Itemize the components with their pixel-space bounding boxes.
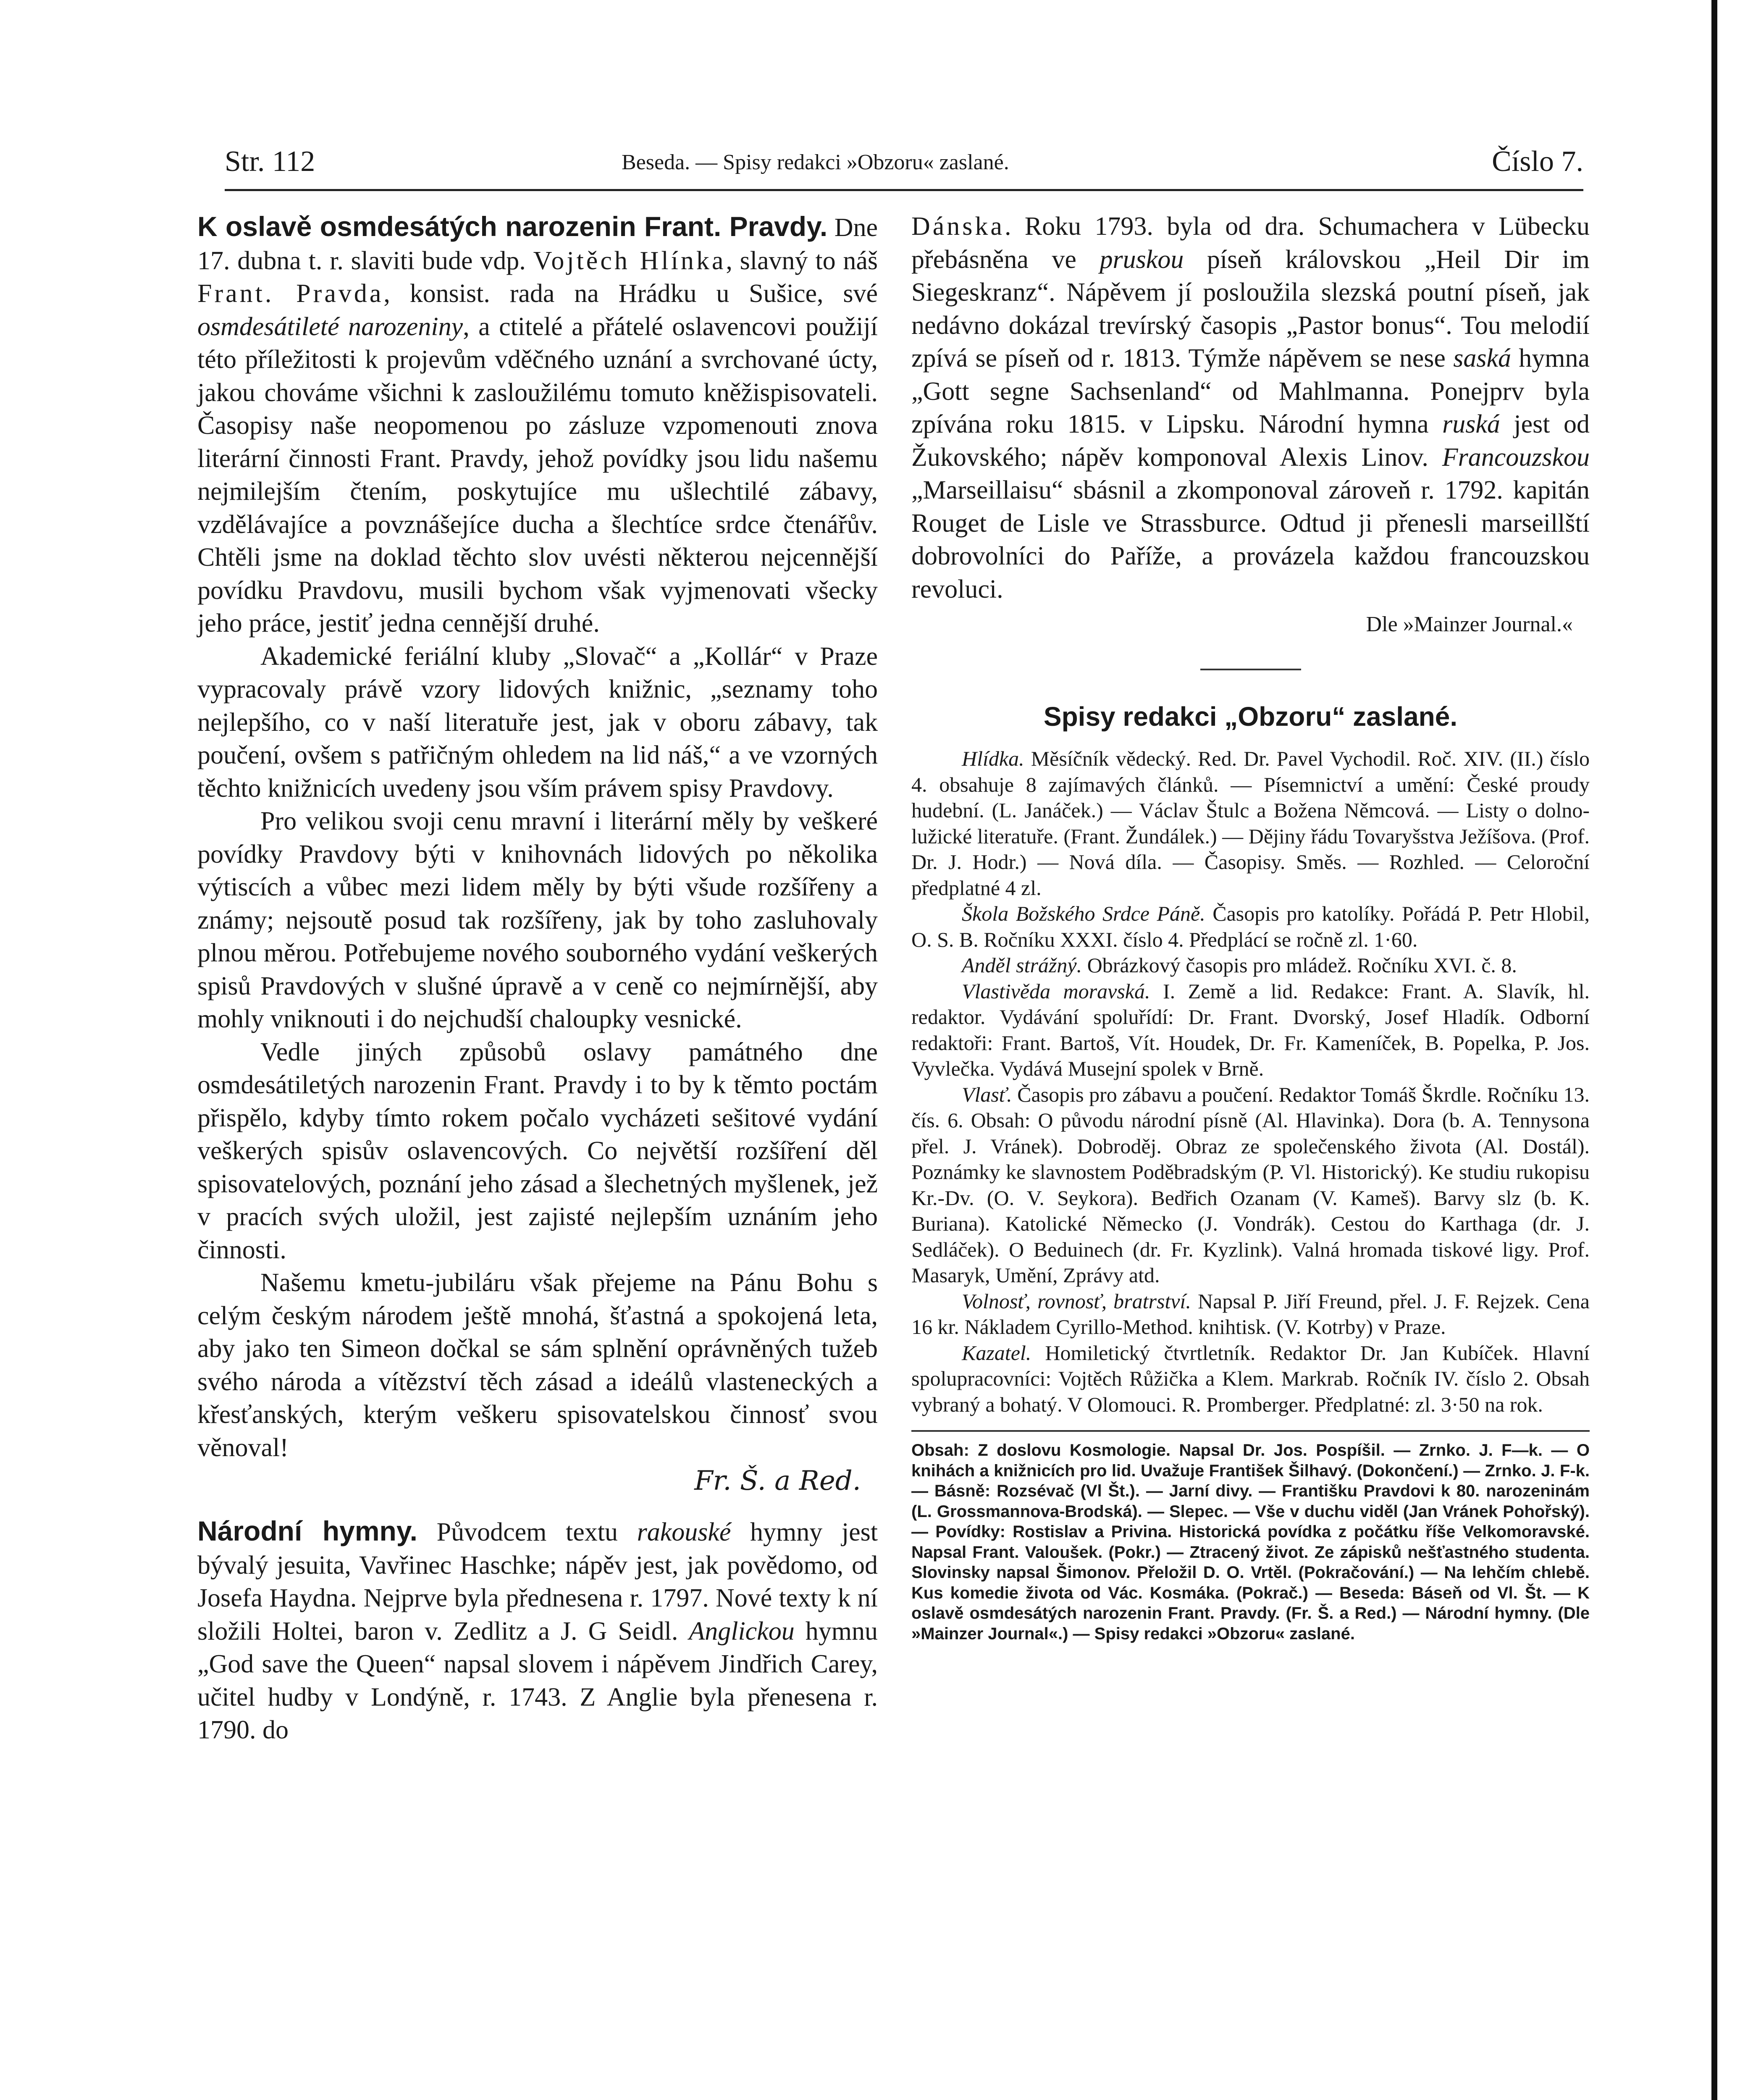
running-header	[225, 136, 1583, 183]
article-pravda-p4: Vedle jiných způsobů oslavy památného dne osmdesátiletých narozenin Frant. Pravdy i to by k těmto poctám přispělo, kdyby tímto rokem počalo vycházeti sešitové vydání veškerých spisův oslavencových. Co největší rozšíření děl spisovatelových, poznání jeho zásad a šlechetných myšlenek, jež v pracích svých uložil, jest zajisté nejlepším uznáním jeho činnosti.	[197, 1037, 878, 1264]
left-column	[197, 210, 878, 1747]
article-hymny-p2: Dánska. Roku 1793. byla od dra. Schumachera v Lübecku přebásněna ve pruskou píseň královskou „Heil Dir im Siegeskranz“. Nápěvem jí posloužila slezská poutní píseň, jak nedávno dokázal trevírský časopis „Pastor bonus“. Tou melodií zpívá se píseň od r. 1813. Týmže nápěvem se nese saská hymna „Gott segne Sachsenland“ od Mahlmanna. Ponejprv byla zpívána roku 1815. v Lipsku. Národní hymna ruská jest od Žukovského; nápěv komponoval Alexis Linov. Francouzskou „Marseillaisu“ sbásnil a zkomponoval zároveň r. 1792. kapitán Rouget de Lisle ve Strassburce. Odtud ji přenesli marseillští dobrovolníci do Paříže, a provázela každou francouzskou revoluci.	[911, 212, 1590, 604]
review-item: Vlasť. Časopis pro zábavu a poučení. Redaktor Tomáš Škrdle. Ročníku 13. čís. 6. Obsah: O původu národní písně (Al. Hlavinka). Dora (b. A. Tennysona přel. J. Vránek). Dobroděj. Obraz ze společenského života (Al. Dostál). Poznámky ke slavnostem Poděbradským (P. Vl. Historický). Ke studiu rukopisu Kr.-Dv. (O. V. Seykora). Bedřich Ozanam (V. Kameš). Barvy slz (b. K. Buriana). Katolické Německo (J. Vondrák). Cestou do Karthaga (dr. J. Sedláček). O Beduinech (dr. Fr. Kyzlink). Valná hromada tiskové ligy. Prof. Masaryk, Umění, Zprávy atd.	[911, 1082, 1590, 1287]
contents-rule	[911, 1430, 1590, 1432]
review-list	[911, 746, 1590, 1418]
hymny-continued: hymnu „God save the Queen“ napsal slovem i nápěvem Jindřich Carey, učitel hudby v Londýně, r. 1743. Z Anglie byla přenesena r. 1790. do	[197, 1617, 878, 1744]
person-name: Frant. Pravda	[197, 279, 384, 308]
review-item: Škola Božského Srdce Páně. Časopis pro katolíky. Pořádá P. Petr Hlobil, O. S. B. Ročníku XXXI. číslo 4. Předplácí se ročně zl. 1·60.	[911, 902, 1590, 951]
contents-label: Obsah:	[911, 1441, 969, 1460]
review-item: Kazatel. Homiletický čtvrtletník. Redaktor Dr. Jan Kubíček. Hlavní spolupracovníci: Vojtěch Růžička a Klem. Markrab. Ročník IV. číslo 2. Obsah vybraný a bohatý. V Olomouci. R. Promberger. Předplatné: zl. 3·50 na rok.	[911, 1341, 1590, 1416]
section-divider	[1200, 669, 1301, 670]
running-title: Beseda. — Spisy redakci »Obzoru« zaslané.	[622, 150, 1009, 174]
article-pravda-p1: K oslavě osmdesátých narozenin Frant. Pravdy. Dne 17. dubna t. r. slaviti bude vdp. Vojtěch Hlínka, slavný to náš Frant. Pravda, konsist. rada na Hrádku u Sušice, své osmdesátileté narozeniny, a ctitelé a přátelé oslavencovi použijí této příležitosti k projevům vděčného uznání a svrchované úcty, jakou chováme všichni k zasloužilému tomuto kněžispisovateli. Časopisy naše neopomenou po zásluze vzpomenouti znova literární činnosti Frant. Pravdy, jehož povídky jsou lidu našemu nejmilejším čtením, poskytujíce mu ušlechtilé zábavy, vzdělávajíce a povznášejíce ducha a šlechtíce srdce čtenářův. Chtěli jsme na doklad těchto slov uvésti některou nejcennější povídku Pravdovu, musili bychom však vyjmenovati všecky jeho práce, jestiť jedna cennější druhé.	[197, 211, 878, 638]
article-pravda-p3: Pro velikou svoji cenu mravní i literární měly by veškeré povídky Pravdovy býti v knihovnách lidových po několika výtiscích a vůbec mezi lidem měly by býti všude rozšířeny a známy; nejsoutě posud tak rozšířeny, jak by toho zasluhovaly plnou měrou. Potřebujeme nového souborného vydání veškerých spisů Pravdových v slušné úpravě a v ceně co nejmírnější, aby mohly vniknouti i do nejchudší chaloupky vesnické.	[197, 807, 878, 1033]
article-hymny-p1: Národní hymny. Původcem textu rakouské hymny jest bývalý jesuita, Vavřinec Haschke; nápěv jest, jak povědomo, od Josefa Haydna. Nejprve byla přednesena r. 1797. Nové texty k ní složili Holtei, baron v. Zedlitz a J. G Seidl. Anglickou hymnu „God save the Queen“ napsal slovem i nápěvem Jindřich Carey, učitel hudby v Londýně, r. 1743. Z Anglie byla přenesena r. 1790. do	[197, 1515, 878, 1744]
review-item: Volnosť, rovnosť, bratrství. Napsal P. Jiří Freund, přel. J. F. Rejzek. Cena 16 kr. Nákladem Cyrillo-Method. knihtisk. (V. Kotrby) v Praze.	[911, 1289, 1590, 1339]
article-source: Dle »Mainzer Journal.«	[1366, 612, 1573, 636]
article-title: K oslavě osmdesátých narozenin Frant. Pravdy.	[197, 211, 828, 242]
header-rule	[225, 189, 1583, 191]
review-item: Vlastivěda moravská. I. Země a lid. Redakce: Frant. A. Slavík, hl. redaktor. Vydávání spoluřídí: Dr. Frant. Dvorský, Josef Hladík. Odborní redaktoři: Frant. Bartoš, Vít. Houdek, Dr. Fr. Kameníček, B. Popelka, P. Jos. Vyvlečka. Vydává Musejní spolek v Brně.	[911, 979, 1590, 1080]
page-number: Str. 112	[225, 145, 315, 178]
page-edge	[1711, 0, 1717, 2100]
review-item: Anděl strážný. Obrázkový časopis pro mládež. Ročníku XVI. č. 8.	[962, 953, 1517, 977]
review-item: Hlídka. Měsíčník vědecký. Red. Dr. Pavel Vychodil. Roč. XIV. (II.) číslo 4. obsahuje 8 zajímavých článků. — Písemnictví a umění: České proudy hudební. (L. Janáček.) — Václav Štulc a Božena Němcová. — Listy o dolno-lužické literatuře. (Frant. Žundálek.) — Dějiny řádu Tovaryšstva Ježíšova. (Prof. Dr. J. Hodr.) — Nová díla. — Časopisy. Směs. — Rozhled. — Celoroční předplatné 4 zl.	[911, 747, 1590, 900]
article-signature: Fr. Š. a Red.	[694, 1465, 861, 1496]
section-heading: Spisy redakci „Obzoru“ zaslané.	[1043, 701, 1458, 732]
right-column	[911, 210, 1590, 1644]
article-title: Národní hymny.	[197, 1515, 417, 1546]
issue-number: Číslo 7.	[1492, 145, 1583, 178]
article-pravda-p5: Našemu kmetu-jubiláru však přejeme na Pánu Bohu s celým českým národem ještě mnohá, šťastná a spokojená leta, aby jako ten Simeon dočkal se sám splnění oprávněných tužeb svého národa a vítězství těch zásad a ideálů vlasteneckých a křesťanských, kterým veškeru spisovatelskou činnosť svou věnoval!	[197, 1268, 878, 1462]
table-of-contents: Obsah: Z doslovu Kosmologie. Napsal Dr. Jos. Pospíšil. — Zrnko. J. F—k. — O knihách a knižnicích pro lid. Uvažuje František Šilhavý. (Dokončení.) — Zrnko. J. F-k. — Básně: Rozsévač (Vl Št.). — Jarní divy. — Františku Pravdovi k 80. narozeninám (L. Grossmannova-Brodská). — Slepec. — Vše v duchu viděl (Jan Vránek Pohořský). — Povídky: Rostislav a Privina. Historická povídka z počátku říše Velkomoravské. Napsal Frant. Valoušek. (Pokr.) — Ztracený život. Ze zápisků nešťastného studenta. Slovinsky napsal Šimonov. Přeložil D. O. Vrtěl. (Pokračování.) — Na lehčím chlebě. Kus komedie života od Vác. Kosmáka. (Pokrač.) — Beseda: Báseň od Vl. Št. — K oslavě osmdesátých narozenin Frant. Pravdy. (Fr. Š. a Red.) — Národní hymny. (Dle »Mainzer Journal«.) — Spisy redakci »Obzoru« zaslané.	[911, 1441, 1590, 1643]
person-name: Vojtěch Hlínka	[533, 246, 726, 275]
article-pravda-p2: Akademické feriální kluby „Slovač“ a „Kollár“ v Praze vypracovaly právě vzory lidových knižnic, „seznamy toho nejlepšího, co v naší literatuře jest, jak v oboru zábavy, tak poučení, ovšem s patřičným ohledem na lid náš,“ a ve vzorných těchto knižnicích uvedeny jsou vším právem spisy Pravdovy.	[197, 642, 878, 803]
